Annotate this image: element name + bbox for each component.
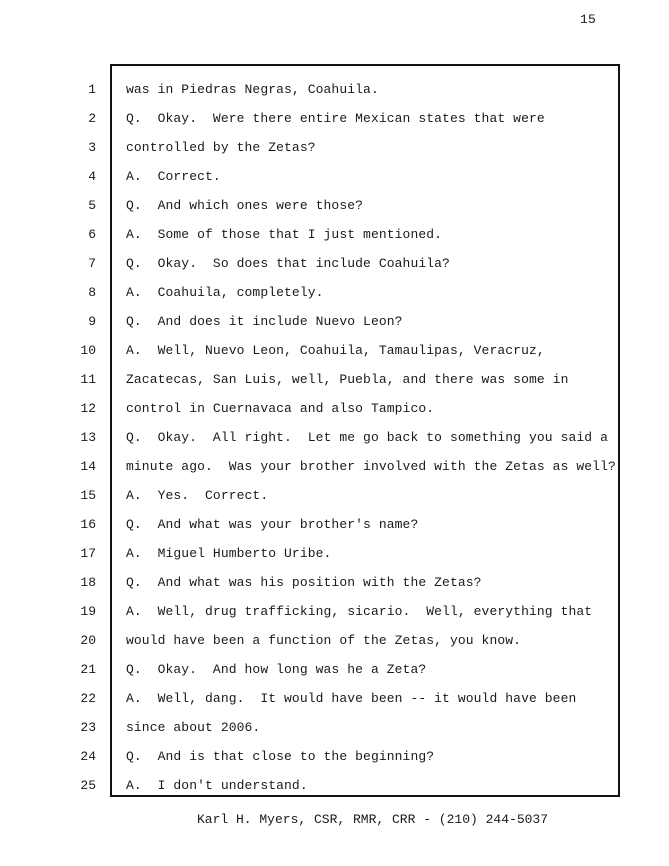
transcript-line <box>88 75 618 104</box>
line-text: control in Cuernavaca and also Tampico. <box>126 401 435 416</box>
line-text: A. Correct. <box>126 169 221 184</box>
line-text: Q. And is that close to the beginning? <box>126 749 435 764</box>
line-text: A. Yes. Correct. <box>126 488 269 503</box>
transcript-line <box>80 626 618 655</box>
line-text: Q. Okay. So does that include Coahuila? <box>126 256 450 271</box>
line-number: 11 <box>80 372 96 387</box>
line-text: Zacatecas, San Luis, well, Puebla, and there was some in <box>126 372 569 387</box>
line-text: A. Well, Nuevo Leon, Coahuila, Tamaulipas, Veracruz, <box>126 343 545 358</box>
transcript-line <box>80 771 618 800</box>
transcript-line <box>80 597 618 626</box>
line-number: 8 <box>88 285 96 300</box>
line-number: 15 <box>80 488 96 503</box>
transcript-line <box>80 568 618 597</box>
transcript-line <box>80 655 618 684</box>
transcript-line <box>80 684 618 713</box>
transcript-line <box>88 191 618 220</box>
transcript-line <box>80 742 618 771</box>
reporter-credit: Karl H. Myers, CSR, RMR, CRR - (210) 244-5037 <box>196 812 549 827</box>
line-number: 12 <box>80 401 96 416</box>
transcript-box <box>80 64 620 797</box>
line-number: 17 <box>80 546 96 561</box>
line-text: Q. And what was your brother's name? <box>126 517 419 532</box>
transcript-line <box>80 481 618 510</box>
transcript-line <box>80 423 618 452</box>
line-text: was in Piedras Negras, Coahuila. <box>126 82 379 97</box>
transcript-line <box>80 510 618 539</box>
line-number: 4 <box>88 169 96 184</box>
transcript-line <box>80 365 618 394</box>
line-text: A. I don't understand. <box>126 778 308 793</box>
line-number: 3 <box>88 140 96 155</box>
line-text: Q. And which ones were those? <box>126 198 364 213</box>
transcript-line <box>88 249 618 278</box>
line-text: A. Well, dang. It would have been -- it would have been <box>126 691 577 706</box>
line-number: 16 <box>80 517 96 532</box>
line-number: 2 <box>88 111 96 126</box>
transcript-line <box>80 713 618 742</box>
line-number: 23 <box>80 720 96 735</box>
line-text: Q. Okay. Were there entire Mexican states that were <box>126 111 545 126</box>
line-text: A. Coahuila, completely. <box>126 285 324 300</box>
line-text: Q. And does it include Nuevo Leon? <box>126 314 403 329</box>
transcript-line <box>80 452 618 481</box>
line-number: 13 <box>80 430 96 445</box>
line-number: 1 <box>88 82 96 97</box>
transcript-line <box>88 104 618 133</box>
line-text: would have been a function of the Zetas, you know. <box>126 633 522 648</box>
line-number: 9 <box>88 314 96 329</box>
line-number: 6 <box>88 227 96 242</box>
line-number: 21 <box>80 662 96 677</box>
line-number: 18 <box>80 575 96 590</box>
line-text: Q. Okay. And how long was he a Zeta? <box>126 662 427 677</box>
line-number: 5 <box>88 198 96 213</box>
page-number: 15 <box>580 12 597 27</box>
line-text: Q. Okay. All right. Let me go back to something you said a <box>126 430 608 445</box>
line-text: since about 2006. <box>126 720 261 735</box>
transcript-line <box>88 220 618 249</box>
line-text: A. Some of those that I just mentioned. <box>126 227 443 242</box>
line-number: 20 <box>80 633 96 648</box>
line-text: Q. And what was his position with the Zetas? <box>126 575 482 590</box>
line-text: A. Well, drug trafficking, sicario. Well, everything that <box>126 604 593 619</box>
line-number: 25 <box>80 778 96 793</box>
transcript-line <box>88 133 618 162</box>
transcript-line <box>80 539 618 568</box>
transcript-line <box>88 307 618 336</box>
reporter-footer <box>0 812 669 827</box>
line-number: 19 <box>80 604 96 619</box>
transcript-line <box>88 162 618 191</box>
line-number: 7 <box>88 256 96 271</box>
line-number: 14 <box>80 459 96 474</box>
line-number: 10 <box>80 343 96 358</box>
line-text: minute ago. Was your brother involved with the Zetas as well? <box>126 459 616 474</box>
line-number: 24 <box>80 749 96 764</box>
line-number: 22 <box>80 691 96 706</box>
transcript-line <box>80 394 618 423</box>
transcript-line <box>88 278 618 307</box>
line-text: controlled by the Zetas? <box>126 140 316 155</box>
transcript-line <box>80 336 618 365</box>
line-text: A. Miguel Humberto Uribe. <box>126 546 332 561</box>
